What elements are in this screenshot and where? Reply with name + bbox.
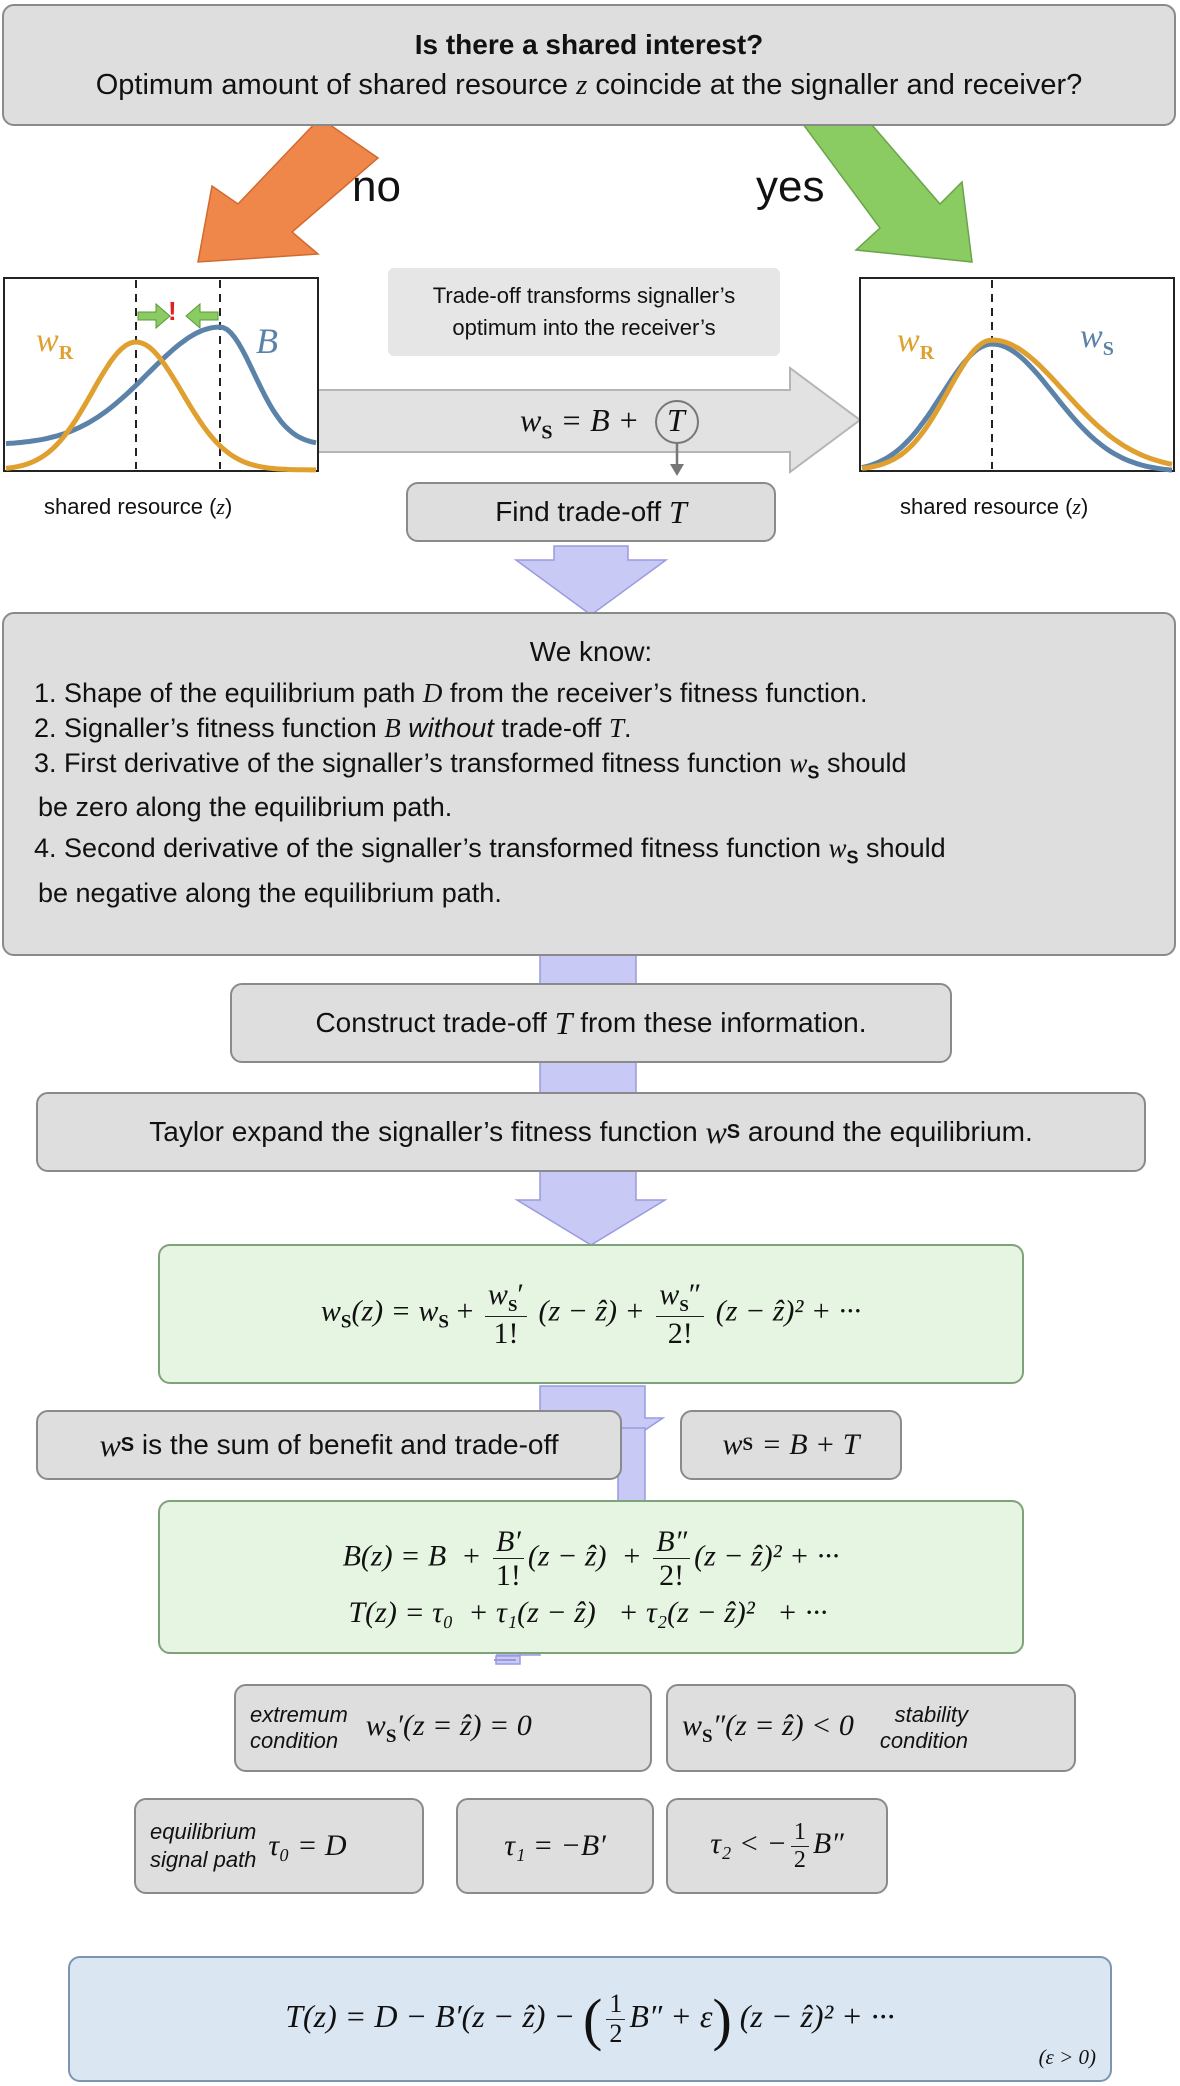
stability-label: stability condition <box>879 1702 968 1753</box>
we-know-item-4: 4. Second derivative of the signaller’s transformed fitness function $w_S$ should be negative along the equilibrium path. <box>34 833 946 908</box>
we-know-list <box>28 676 946 911</box>
final-box <box>68 1956 1112 2082</box>
header-box <box>2 4 1176 126</box>
no-label: no <box>352 162 401 211</box>
we-know-item-2: 2. Signaller’s fitness function B without trade-off T. <box>34 713 632 743</box>
we-know-item-1: 1. Shape of the equilibrium path D from the receiver’s fitness function. <box>34 678 868 708</box>
right-xlabel: shared resource (z) <box>900 494 1089 519</box>
header-title: Is there a shared interest? <box>414 28 764 60</box>
taylor-box: Taylor expand the signaller’s fitness function w S around the equilibrium. <box>36 1092 1146 1172</box>
T-expansion: T(z) = τ₀ + τ₁(z − ẑ) + τ₂(z − ẑ)² + ··· <box>348 1595 828 1629</box>
sum-eq-box: w S = B + T <box>680 1410 902 1480</box>
left-B-label: B <box>256 321 278 361</box>
we-know-item-3: 3. First derivative of the signaller’s transformed fitness function $w_S$ should be zero along the equilibrium path. <box>34 748 907 823</box>
tradeoff-note-line2: optimum into the receiver’s <box>452 315 716 340</box>
we-know-box <box>2 612 1176 956</box>
down-arrow-1 <box>516 546 666 615</box>
construct-box: Construct trade-off T from these information. <box>230 983 952 1063</box>
left-alert-glyph: ! <box>168 296 177 326</box>
tau1-box <box>456 1798 654 1894</box>
yes-arrow <box>800 118 972 262</box>
no-arrow <box>198 118 378 262</box>
right-ws-label: $w_S$ <box>1080 318 1114 360</box>
tau2-box <box>666 1798 888 1894</box>
tau0-eq: τ₀ = D <box>268 1829 347 1862</box>
tau1-eq: τ₁ = −B′ <box>504 1829 606 1862</box>
tradeoff-note-line1: Trade-off transforms signaller’s <box>432 283 736 308</box>
yes-label: yes <box>756 162 825 211</box>
taylor-equation-box <box>158 1244 1024 1384</box>
sum-note-box: w S is the sum of benefit and trade-off <box>36 1410 622 1480</box>
B-expansion: B(z) = B + $\frac{B'}{1!}$ (z − ẑ) + $\frac{B''}{2!}$ (z − ẑ)² + ··· <box>342 1524 840 1592</box>
circled-T-letter: T <box>667 402 685 438</box>
expansions-box <box>158 1500 1024 1654</box>
transform-equation: $w_S = B$ + <box>520 402 640 444</box>
taylor-equation: $w_S(z) = w_S$ + $\frac{w_S'}{1!}$ (z − ẑ) + $\frac{w_S''}{2!}$ (z − ẑ)² + ··· <box>320 1278 862 1350</box>
extremum-box <box>234 1684 652 1772</box>
left-plot <box>4 278 318 471</box>
left-wR-label: $w_R$ <box>36 322 74 364</box>
find-tradeoff-box: Find trade-off T <box>406 482 776 542</box>
stability-box <box>666 1684 1076 1772</box>
tradeoff-note <box>388 268 780 356</box>
question-suffix: coincide at the signaller and receiver? <box>595 68 1083 101</box>
question-var: z <box>576 68 588 101</box>
extremum-eq: $w_S'(z$ = ẑ) = 0 <box>365 1708 532 1747</box>
tau0-label: equilibrium signal path <box>150 1819 257 1872</box>
stability-eq: $w_S''(z$ = ẑ) < 0 <box>682 1708 854 1747</box>
tau2-eq: τ₂ < − $\frac{1}{2}$ B″ <box>710 1819 844 1873</box>
question-prefix: Optimum amount of shared resource <box>95 68 568 101</box>
header-question <box>96 69 1083 102</box>
we-know-title: We know: <box>529 636 653 667</box>
right-wR-label: $w_R$ <box>897 322 935 364</box>
tau0-box <box>134 1798 424 1894</box>
left-xlabel: shared resource (z) <box>44 494 233 519</box>
final-note: (ε > 0) <box>1038 2045 1096 2069</box>
right-plot <box>860 278 1174 471</box>
extremum-label: extremum condition <box>250 1702 348 1753</box>
final-equation: T(z) = D − B′(z − ẑ) − ( $\frac{1}{2}$ B″ + ε) (z − ẑ)² + ··· <box>285 1986 895 2052</box>
